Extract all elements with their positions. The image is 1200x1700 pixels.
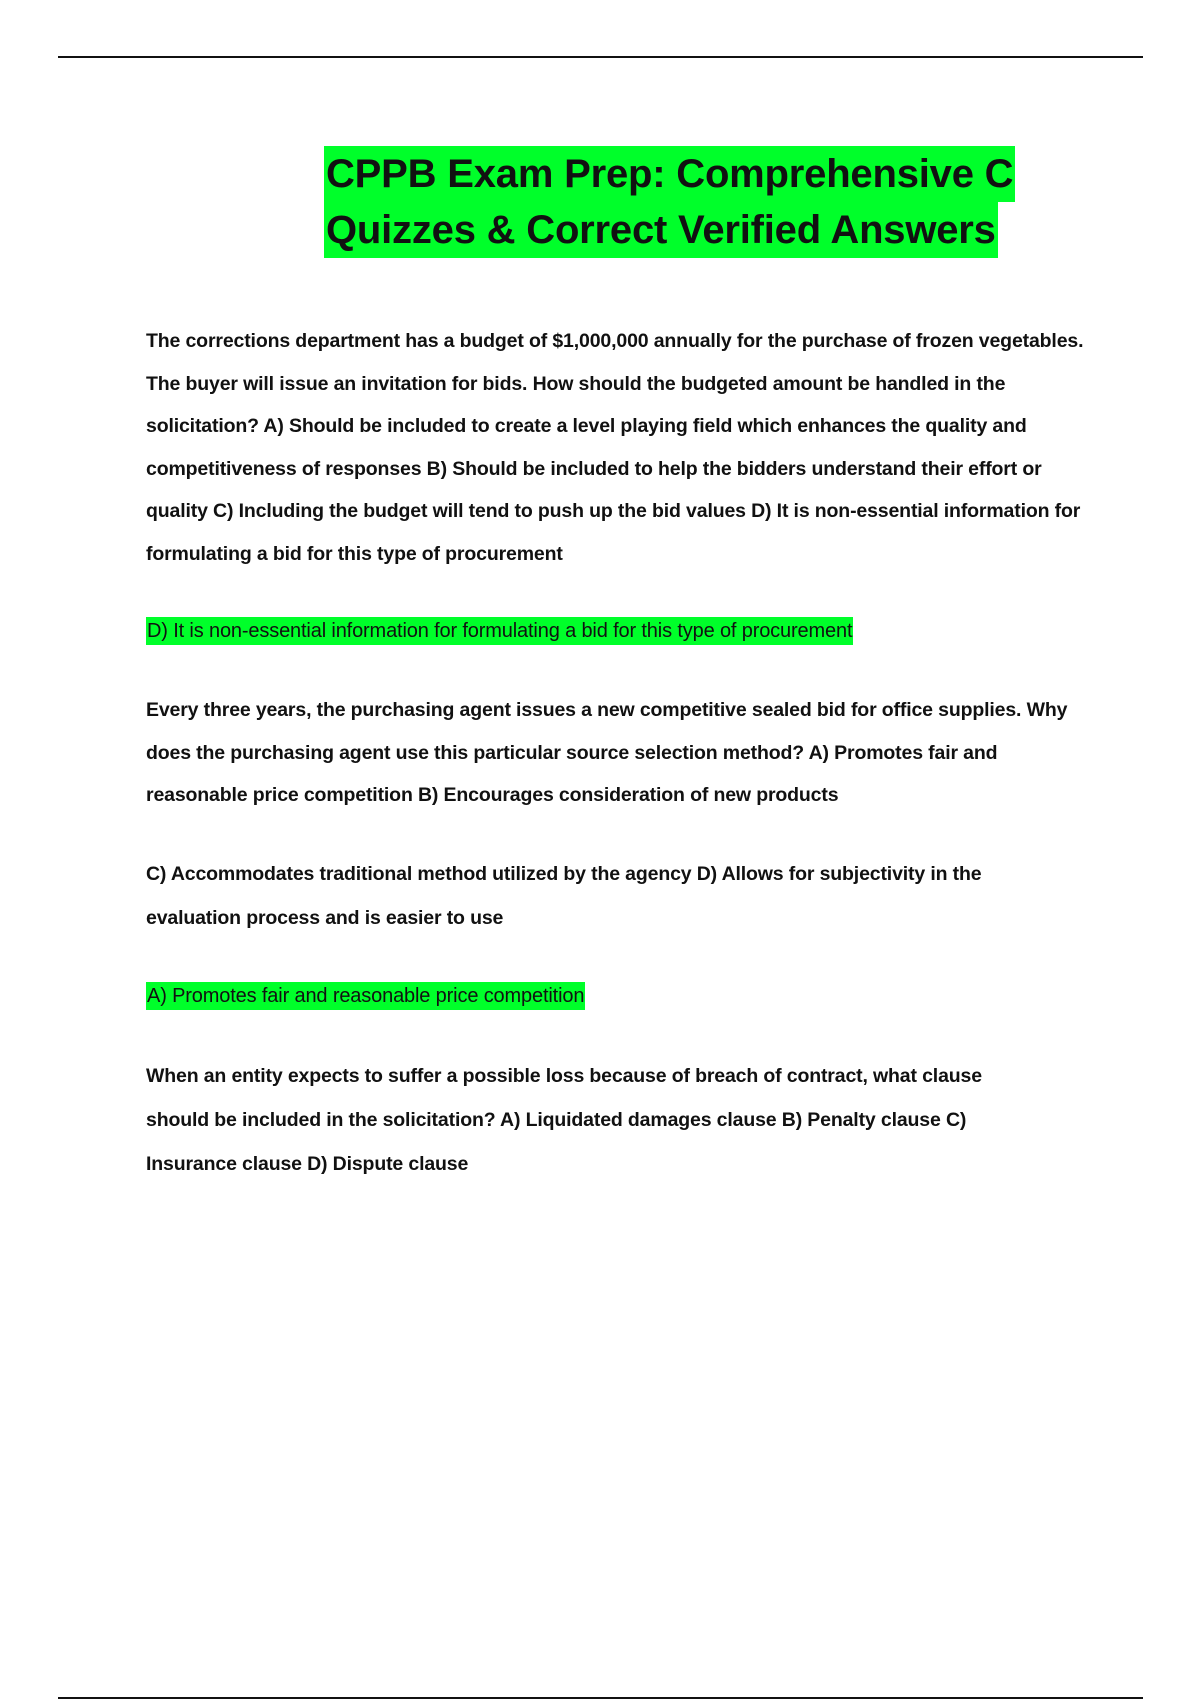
question-1-text: The corrections department has a budget of $1,000,000 annually for the purchase of frozen vegetables. The buyer will issue an invitation for bids. How should the budgeted amount be handled in the solicitation? A) Should be included to create a level playing field which enhances the quality and competitiveness of responses B) Should be included to help the bidders understand their effort or quality C) Including the budget will tend to push up the bid values D) It is non-essential information for formulating a bid for this type of procurement xyxy=(146,330,1084,565)
question-1-answer: D) It is non-essential information for formulating a bid for this type of procurement xyxy=(146,617,853,645)
question-3-text: When an entity expects to suffer a possible loss because of breach of contract, what clause should be included in the solicitation? A) Liquidated damages clause B) Penalty clause C) Insurance clause D) Dispute clause xyxy=(146,1065,982,1175)
question-2-text-continued: C) Accommodates traditional method utilized by the agency D) Allows for subjectivity in the evaluation process and is easier to use xyxy=(146,863,982,929)
question-2-text: Every three years, the purchasing agent issues a new competitive sealed bid for office supplies. Why does the purchasing agent use this particular source selection method? A) Promotes fair and reasonable price competition B) Encourages consideration of new products xyxy=(146,699,1068,806)
document-title xyxy=(324,146,1039,258)
question-2-answer: A) Promotes fair and reasonable price competition xyxy=(146,982,585,1010)
title-line-2: Quizzes & Correct Verified Answers xyxy=(324,202,998,258)
footer-rule xyxy=(58,1697,1143,1699)
header-rule xyxy=(58,56,1143,58)
title-line-1: CPPB Exam Prep: Comprehensive C xyxy=(324,146,1015,202)
